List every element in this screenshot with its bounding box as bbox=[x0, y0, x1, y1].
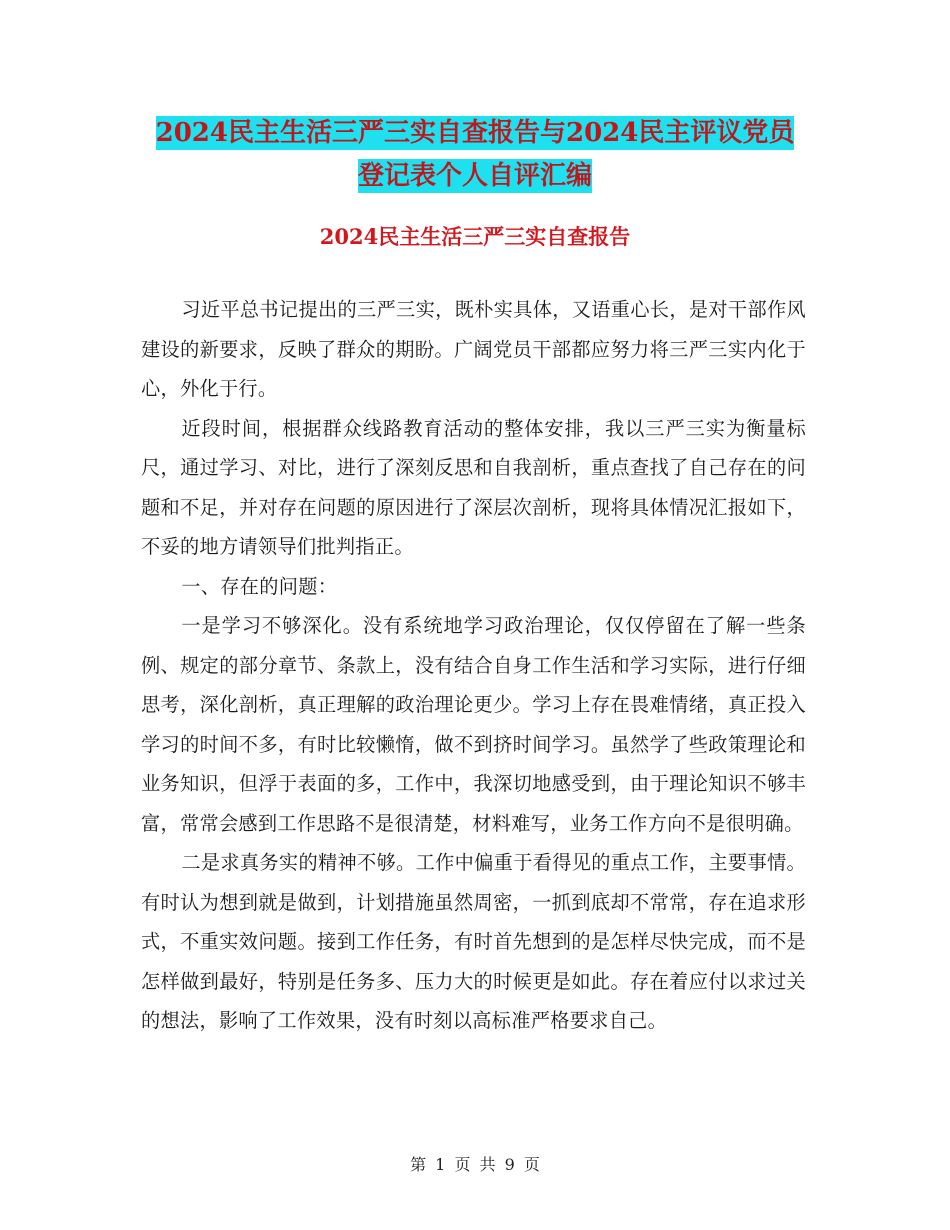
document-title bbox=[0, 112, 950, 198]
heading-problems: 一、存在的问题： bbox=[181, 574, 338, 598]
document-title-line-1: 2024民主生活三严三实自查报告与2024民主评议党员 bbox=[155, 118, 795, 148]
document-body bbox=[141, 290, 806, 1041]
document-title-line-2: 登记表个人自评汇编 bbox=[357, 161, 592, 191]
paragraph-problem-1: 一是学习不够深化。没有系统地学习政治理论，仅仅停留在了解一些条例、规定的部分章节、条款上，没有结合自身工作生活和学习实际，进行仔细思考，深化剖析，真正理解的政治理论更少。学习上存在畏难情绪，真正投入学习的时间不多，有时比较懒惰，做不到挤时间学习。虽然学了些政策理论和业务知识，但浮于表面的多，工作中，我深切地感受到，由于理论知识不够丰富，常常会感到工作思路不是很清楚，材料难写，业务工作方向不是很明确。 bbox=[141, 614, 806, 835]
paragraph-background: 近段时间，根据群众线路教育活动的整体安排，我以三严三实为衡量标尺，通过学习、对比，进行了深刻反思和自我剖析，重点查找了自己存在的问题和不足，并对存在问题的原因进行了深层次剖析，现将具体情况汇报如下，不妥的地方请领导们批判指正。 bbox=[141, 416, 806, 558]
section-title: 2024民主生活三严三实自查报告 bbox=[319, 224, 631, 249]
paragraph-intro: 习近平总书记提出的三严三实，既朴实具体，又语重心长，是对干部作风建设的新要求，反映了群众的期盼。广阔党员干部都应努力将三严三实内化于心，外化于行。 bbox=[141, 298, 806, 400]
page-number-footer: 第 1 页 共 9 页 bbox=[410, 1155, 540, 1174]
paragraph-problem-2: 二是求真务实的精神不够。工作中偏重于看得见的重点工作，主要事情。有时认为想到就是做到，计划措施虽然周密，一抓到底却不常常，存在追求形式，不重实效问题。接到工作任务，有时首先想到的是怎样尽快完成，而不是怎样做到最好，特别是任务多、压力大的时候更是如此。存在着应付以求过关的想法，影响了工作效果，没有时刻以高标准严格要求自己。 bbox=[141, 851, 806, 1032]
